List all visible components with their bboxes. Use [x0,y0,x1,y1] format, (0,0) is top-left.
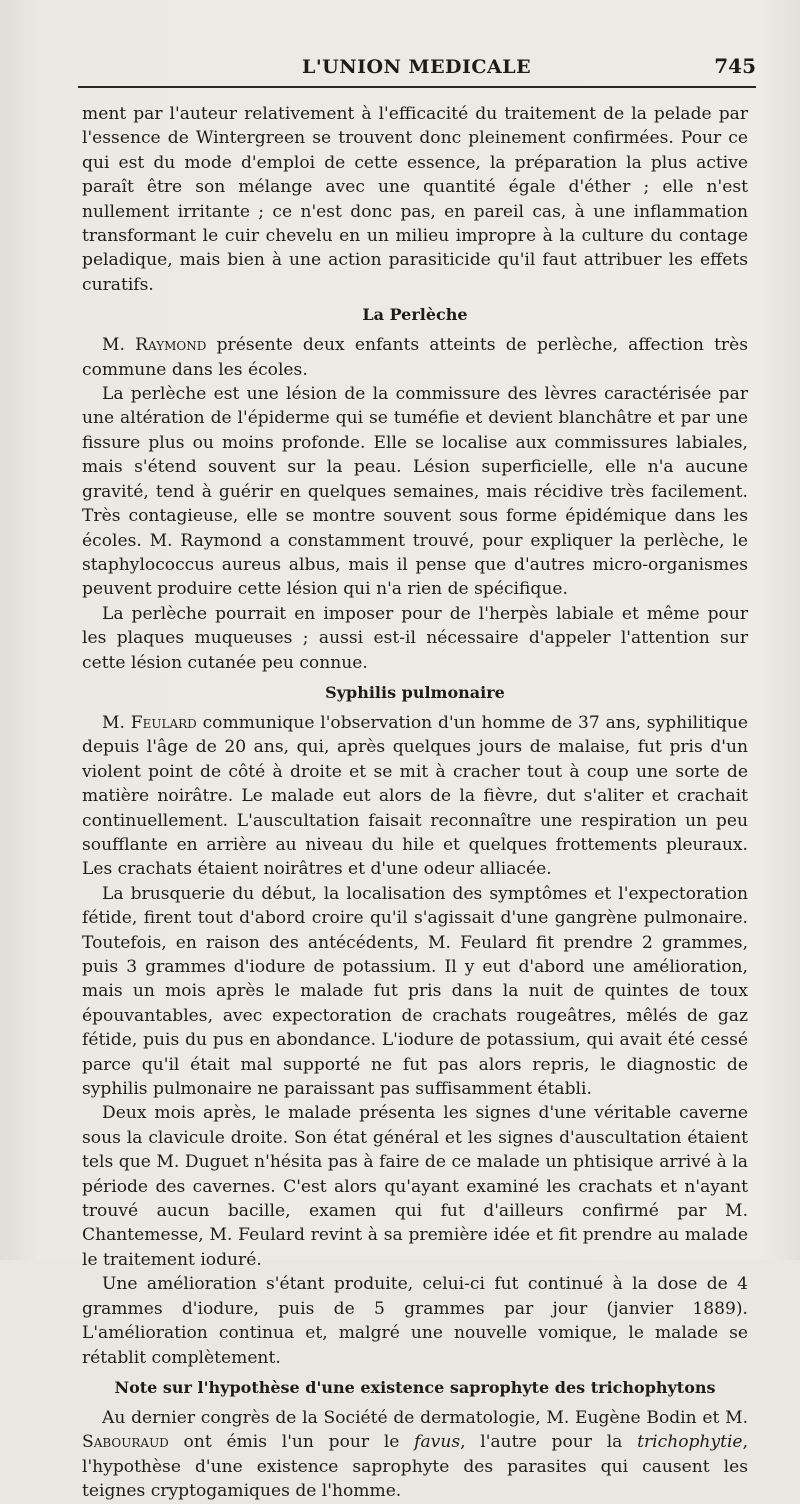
paragraph [82,711,748,882]
paragraph [82,1406,748,1504]
italic-term: trichophytie [637,1432,743,1453]
article-body [82,88,748,1504]
author-name: M. Raymond [102,335,207,356]
paragraph-text: Au dernier congrès de la Société de dermatologie, M. Eugène Bodin et [102,1407,726,1428]
author-name: M. Feulard [102,712,197,733]
paragraph: La brusquerie du début, la localisation des symptômes et l'expectoration fétide, firent tout d'abord croire qu'il s'agissait d'une gangrène pulmonaire. Toutefois, en raison des antécédents, M. Feulard fit prendre 2 grammes, puis 3 grammes d'iodure de potassium. Il y eut d'abord une amélioration, mais un mois après le malade fut pris dans la nuit de quintes de toux épouvantables, avec expectoration de crachats rougeâtres, mêlés de gaz fétide, puis du pus en abondance. L'iodure de potassium, qui avait été cessé parce qu'il était mal supporté ne fut pas alors repris, le diagnostic de syphilis pulmonaire ne paraissant pas suffisamment établi. [82,883,748,1100]
paragraph: La perlèche est une lésion de la commissure des lèvres caractérisée par une altération de l'épiderme qui se tuméfie et devient blanchâtre et par une fissure plus ou moins profonde. Elle se localise aux commissures labiales, mais s'étend souvent sur la peau. Lésion superficielle, elle n'a aucune gravité, tend à guérir en quelques semaines, mais récidive très facilement. Très contagieuse, elle se montre souvent sous forme épidémique dans les écoles. M. Raymond a constamment trouvé, pour expliquer la perlèche, le staphylococcus aureus albus, mais il pense que d'autres micro-organismes peuvent produire cette lésion qui n'a rien de spécifique. [82,384,748,600]
paragraph-text: présente deux enfants atteints de perlèche, affection très commune dans les écoles. [82,335,748,380]
running-head [78,0,756,88]
author-name: M. Sabouraud [82,1407,748,1453]
section-heading-syphilis: Syphilis pulmonaire [325,682,505,702]
paragraph-text: ont émis l'un pour le [168,1432,415,1453]
paragraph-text: , l'autre pour la [460,1432,638,1453]
paragraph-text: , l'hypothèse d'une existence saprophyte des parasites qui causent les teignes cryptogamiques de l'homme. [82,1432,748,1502]
section-heading-trichophytons: Note sur l'hypothèse d'une existence saprophyte des trichophytons [114,1377,716,1397]
paragraph [82,333,748,382]
paragraph: Une amélioration s'étant produite, celui-ci fut continué à la dose de 4 grammes d'iodure, puis de 5 grammes par jour (janvier 1889). L'amélioration continua et, malgré une nouvelle vomique, le malade se rétablit complètement. [82,1274,748,1368]
paragraph-text: communique l'observation d'un homme de 37 ans, syphilitique depuis l'âge de 20 ans, qui, après quelques jours de malaise, fut pris d'un violent point de côté à droite et se mit à cracher tout à coup une sorte de matière noirâtre. Le malade eut alors de la fièvre, dut s'aliter et crachait continuellement. L'auscultation faisait reconnaître une respiration un peu soufflante en arrière au niveau du hile et quelques frottements pleuraux. Les crachats étaient noirâtres et d'une odeur alliacée. [82,712,748,880]
page-number: 745 [714,54,756,78]
paragraph-continuation: ment par l'auteur relativement à l'efficacité du traitement de la pelade par l'essence de Wintergreen se trouvent donc pleinement confirmées. Pour ce qui est du mode d'emploi de cette essence, la préparation la plus active paraît être son mélange avec une quantité égale d'éther ; elle n'est nullement irritante ; ce n'est donc pas, en pareil cas, à une inflammation transformant le cuir chevelu en un milieu impropre à la culture du contage peladique, mais bien à une action parasiticide qu'il faut attribuer les effets curatifs. [82,104,748,295]
section-heading-perleche: La Perlèche [362,305,468,325]
journal-title: L'UNION MEDICALE [302,56,532,78]
paragraph: Deux mois après, le malade présenta les signes d'une véritable caverne sous la clavicule droite. Son état général et les signes d'auscultation étaient tels que M. Duguet n'hésita pas à faire de ce malade un phtisique arrivé à la période des cavernes. C'est alors qu'ayant examiné les crachats et n'ayant trouvé aucun bacille, examen qui fut d'ailleurs confirmé par M. Chantemesse, M. Feulard revint à sa première idée et fit prendre au malade le traitement ioduré. [82,1103,748,1270]
italic-term: favus [414,1432,461,1453]
paragraph: La perlèche pourrait en imposer pour de l'herpès labiale et même pour les plaques muqueuses ; aussi est-il nécessaire d'appeler l'attention sur cette lésion cutanée peu connue. [82,603,748,673]
